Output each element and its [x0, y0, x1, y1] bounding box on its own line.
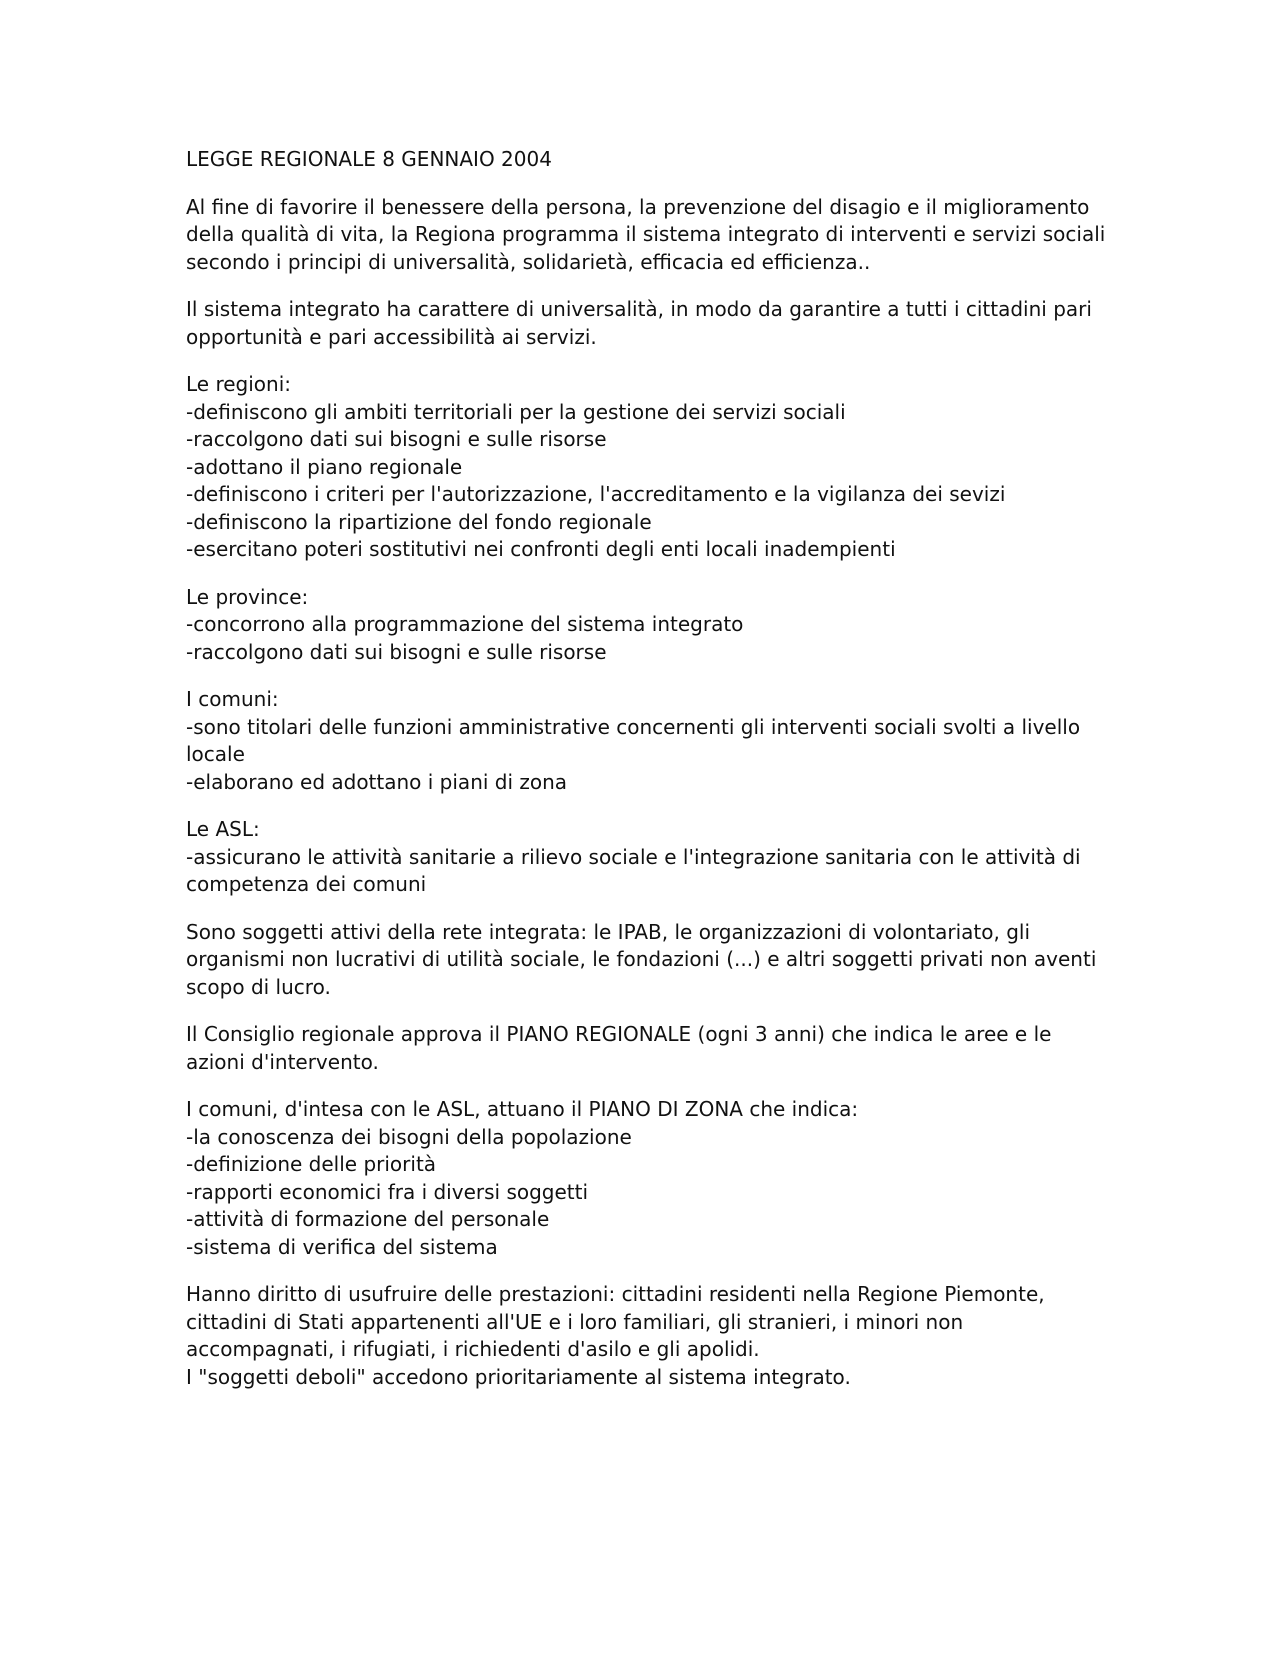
comuni-section — [186, 686, 1106, 796]
list-item: -attività di formazione del personale — [186, 1207, 550, 1231]
province-heading: Le province: — [186, 584, 309, 609]
soggetti-attivi-text: Sono soggetti attivi della rete integrata: le IPAB, le organizzazioni di volontariato, gli organismi non lucrativi di utilità sociale, le fondazioni (...) e altri soggetti privati non aventi scopo di lucro. — [186, 919, 1097, 999]
list-item: -rapporti economici fra i diversi soggetti — [186, 1179, 589, 1204]
piano-zona-list — [186, 1124, 1106, 1262]
list-item: -raccolgono dati sui bisogni e sulle risorse — [186, 427, 607, 451]
list-item: -definiscono gli ambiti territoriali per la gestione dei servizi sociali — [186, 399, 846, 424]
intro-paragraph — [186, 194, 1106, 277]
list-item: -raccolgono dati sui bisogni e sulle risorse — [186, 639, 607, 664]
list-item: -elaborano ed adottano i piani di zona — [186, 769, 568, 794]
document-page — [186, 146, 1106, 1411]
universality-paragraph — [186, 296, 1106, 351]
diritto-paragraph — [186, 1281, 1106, 1391]
list-item: -la conoscenza dei bisogni della popolazione — [186, 1124, 632, 1149]
list-item: -assicurano le attività sanitarie a rilievo sociale e l'integrazione sanitaria con le attività di competenza dei comuni — [186, 844, 1081, 896]
regioni-list — [186, 399, 1106, 564]
list-item: -definiscono la ripartizione del fondo regionale — [186, 509, 652, 534]
comuni-heading: I comuni: — [186, 687, 279, 711]
piano-regionale-paragraph — [186, 1021, 1106, 1076]
asl-heading: Le ASL: — [186, 817, 260, 841]
asl-section — [186, 816, 1106, 899]
diritto-text: Hanno diritto di usufruire delle prestazioni: cittadini residenti nella Regione Piemonte, cittadini di Stati appartenenti all'UE e i loro familiari, gli stranieri, i minori non accompagnati, i rifugiati, i richiedenti d'asilo e gli apolidi. — [186, 1282, 1045, 1361]
province-section — [186, 584, 1106, 667]
regioni-heading: Le regioni: — [186, 372, 291, 396]
list-item: -esercitano poteri sostitutivi nei confronti degli enti locali inadempienti — [186, 537, 896, 561]
intro-text: Al fine di favorire il benessere della persona, la prevenzione del disagio e il miglioramento della qualità di vita, la Regiona programma il sistema integrato di interventi e servizi sociali secondo i principi di universalità, solidarietà, efficacia ed efficienza.. — [186, 194, 1106, 274]
asl-list — [186, 844, 1106, 899]
universality-text: Il sistema integrato ha carattere di universalità, in modo da garantire a tutti i cittadini pari opportunità e pari accessibilità ai servizi. — [186, 297, 1092, 349]
list-item: -definiscono i criteri per l'autorizzazione, l'accreditamento e la vigilanza dei sevizi — [186, 482, 1006, 506]
list-item: -definizione delle priorità — [186, 1152, 437, 1176]
province-list — [186, 611, 1106, 666]
piano-zona-section — [186, 1096, 1106, 1261]
list-item: -concorrono alla programmazione del sistema integrato — [186, 612, 744, 636]
list-item: -adottano il piano regionale — [186, 454, 463, 479]
document-title: LEGGE REGIONALE 8 GENNAIO 2004 — [186, 147, 552, 171]
list-item: -sistema di verifica del sistema — [186, 1234, 498, 1259]
soggetti-deboli-text: I "soggetti deboli" accedono prioritariamente al sistema integrato. — [186, 1364, 851, 1389]
regioni-section — [186, 371, 1106, 564]
list-item: -sono titolari delle funzioni amministrative concernenti gli interventi sociali svolti a livello locale — [186, 714, 1081, 766]
soggetti-attivi-paragraph — [186, 919, 1106, 1002]
piano-zona-heading: I comuni, d'intesa con le ASL, attuano il PIANO DI ZONA che indica: — [186, 1097, 859, 1121]
comuni-list — [186, 714, 1106, 797]
piano-regionale-text: Il Consiglio regionale approva il PIANO REGIONALE (ogni 3 anni) che indica le aree e le azioni d'intervento. — [186, 1022, 1052, 1074]
